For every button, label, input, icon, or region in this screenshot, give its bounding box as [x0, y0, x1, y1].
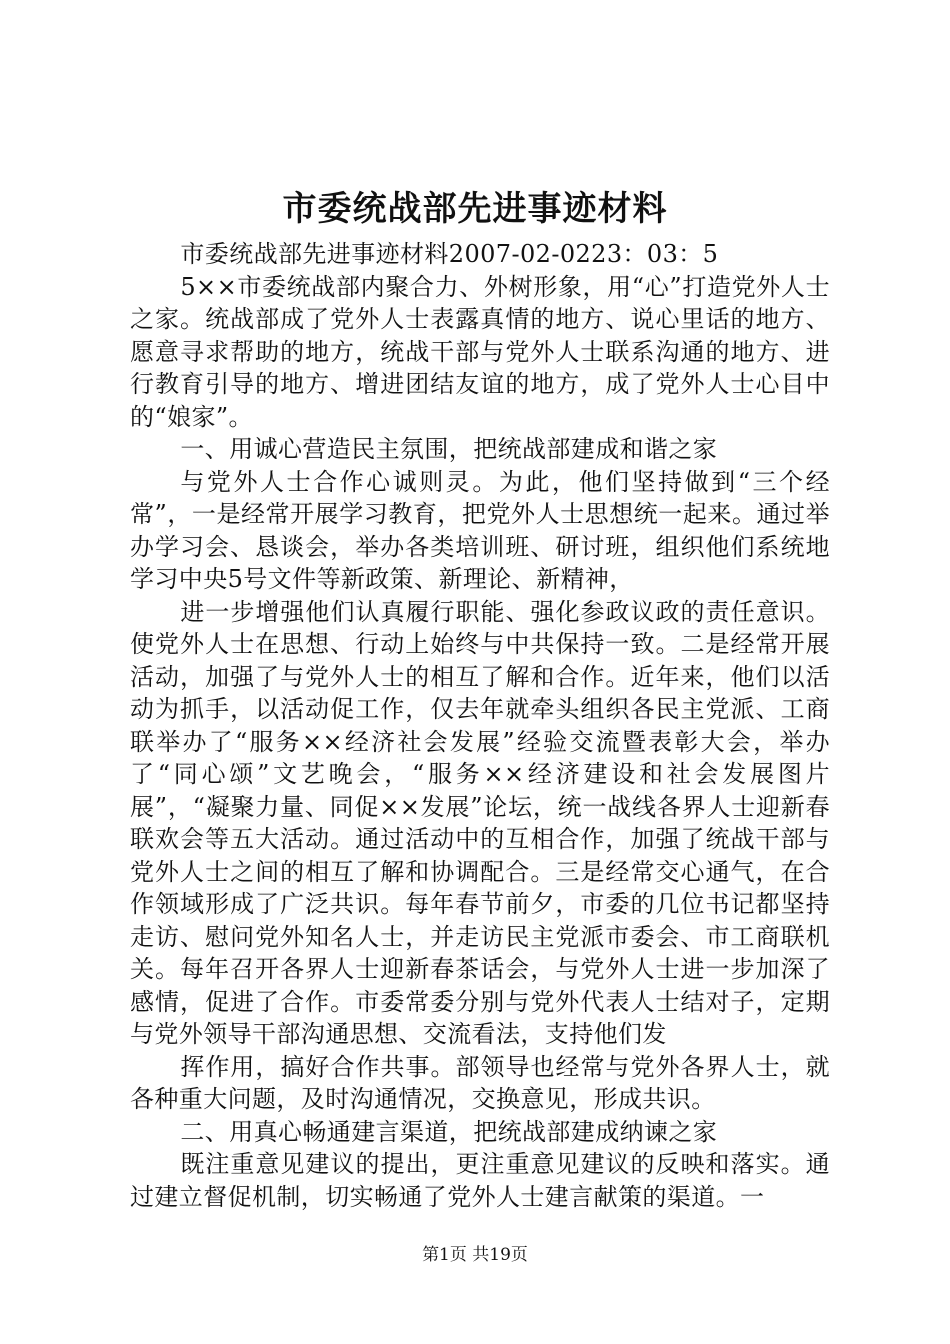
page-number: 第1页 共19页 — [422, 1245, 528, 1265]
paragraph-section2-a: 既注重意见建议的提出，更注重意见建议的反映和落实。通过建立督促机制，切实畅通了党外人士建言献策的渠道。一 — [130, 1150, 830, 1211]
paragraph-section1-c: 挥作用，搞好合作共事。部领导也经常与党外各界人士，就各种重大问题，及时沟通情况，交换意见，形成共识。 — [130, 1052, 830, 1113]
document-body — [130, 238, 830, 1213]
paragraph-section1-a: 与党外人士合作心诚则灵。为此，他们坚持做到“三个经常”，一是经常开展学习教育，把党外人士思想统一起来。通过举办学习会、恳谈会，举办各类培训班、研讨班，组织他们系统地学习中央5号文件等新政策、新理论、新精神， — [130, 467, 830, 593]
paragraph-date-line: 市委统战部先进事迹材料2007-02-0223：03：5 — [180, 240, 719, 268]
section-heading-2: 二、用真心畅通建言渠道，把统战部建成纳谏之家 — [180, 1117, 718, 1146]
paragraph-intro: 5××市委统战部内聚合力、外树形象，用“心”打造党外人士之家。统战部成了党外人士表露真情的地方、说心里话的地方、愿意寻求帮助的地方，统战干部与党外人士联系沟通的地方、进行教育引导的地方、增进团结友谊的地方，成了党外人士心目中的“娘家”。 — [130, 272, 830, 431]
document-title: 市委统战部先进事迹材料 — [282, 189, 668, 229]
paragraph-section1-b: 进一步增强他们认真履行职能、强化参政议政的责任意识。使党外人士在思想、行动上始终与中共保持一致。二是经常开展活动，加强了与党外人士的相互了解和合作。近年来，他们以活动为抓手，以活动促工作，仅去年就牵头组织各民主党派、工商联举办了“服务××经济社会发展”经验交流暨表彰大会，举办了“同心颂”文艺晚会，“服务××经济建设和社会发展图片展”，“凝聚力量、同促××发展”论坛，统一战线各界人士迎新春联欢会等五大活动。通过活动中的互相合作，加强了统战干部与党外人士之间的相互了解和协调配合。三是经常交心通气，在合作领域形成了广泛共识。每年春节前夕，市委的几位书记都坚持走访、慰问党外知名人士，并走访民主党派市委会、市工商联机关。每年召开各界人士迎新春茶话会，与党外人士进一步加深了感情，促进了合作。市委常委分别与党外代表人士结对子，定期与党外领导干部沟通思想、交流看法，支持他们发 — [130, 597, 830, 1048]
section-heading-1: 一、用诚心营造民主氛围，把统战部建成和谐之家 — [180, 435, 718, 463]
